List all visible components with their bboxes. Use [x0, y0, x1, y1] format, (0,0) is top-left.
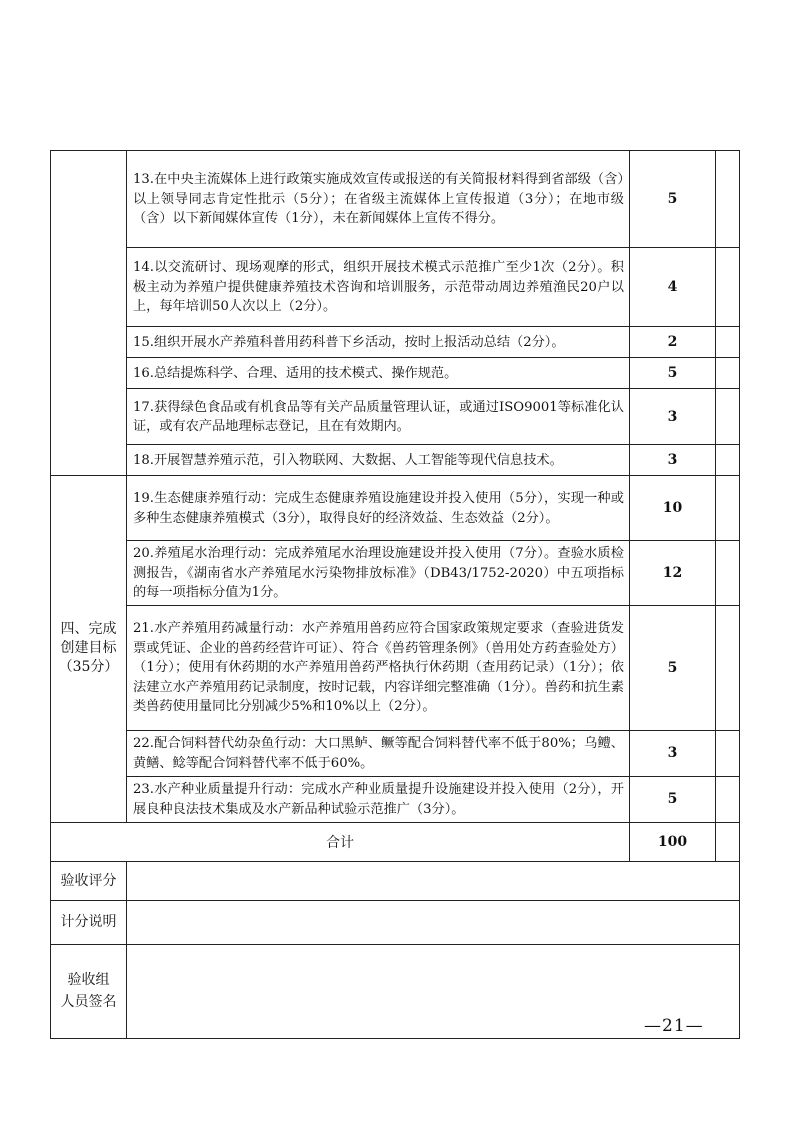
- page-number: —21—: [644, 1016, 704, 1036]
- result-cell-22: [716, 730, 740, 776]
- signature-row: [51, 944, 740, 1038]
- result-cell-19: [716, 476, 740, 541]
- item-19: 19.生态健康养殖行动：完成生态健康养殖设施建设并投入使用（5分），实现一种或多种生态健康养殖模式（3分），取得良好的经济效益、生态效益（2分）。: [127, 476, 630, 541]
- signature-label-cell: [51, 944, 127, 1038]
- scoring-note-row: [51, 900, 740, 944]
- total-row: [51, 822, 740, 861]
- category-label-group-4: [51, 476, 127, 823]
- item-18: 18.开展智慧养殖示范，引入物联网、大数据、人工智能等现代信息技术。: [127, 445, 630, 476]
- acceptance-score-row: [51, 861, 740, 900]
- result-cell-15: [716, 327, 740, 358]
- scoring-note-field[interactable]: [127, 900, 740, 944]
- scoring-note-label: 计分说明: [51, 900, 127, 944]
- score-23: 5: [630, 776, 716, 822]
- result-cell-16: [716, 358, 740, 389]
- evaluation-table: [50, 150, 740, 1039]
- category-label-text: 四、完成 创建目标 （35分）: [58, 621, 119, 676]
- total-label: 合计: [51, 822, 630, 861]
- item-20: 20.养殖尾水治理行动：完成养殖尾水治理设施建设并投入使用（7分）。查验水质检测报告，《湖南省水产养殖尾水污染物排放标准》（DB43/1752-2020）中五项指标的每一项指标分值为1分。: [127, 541, 630, 606]
- acceptance-score-label: 验收评分: [51, 861, 127, 900]
- table-row: [51, 541, 740, 606]
- item-23: 23.水产种业质量提升行动：完成水产种业质量提升设施建设并投入使用（2分），开展良种良法技术集成及水产新品种试验示范推广（3分）。: [127, 776, 630, 822]
- signature-label: 验收组 人员签名: [60, 972, 117, 1010]
- result-cell-20: [716, 541, 740, 606]
- category-cell-blank: [51, 151, 127, 476]
- score-15: 2: [630, 327, 716, 358]
- item-13: 13.在中央主流媒体上进行政策实施成效宣传或报送的有关简报材料得到省部级（含）以上领导同志肯定性批示（5分）；在省级主流媒体上宣传报道（3分）；在地市级（含）以下新闻媒体宣传（1分），未在新闻媒体上宣传不得分。: [127, 151, 630, 248]
- result-cell-14: [716, 248, 740, 327]
- acceptance-score-field[interactable]: [127, 861, 740, 900]
- item-16: 16.总结提炼科学、合理、适用的技术模式、操作规范。: [127, 358, 630, 389]
- table-row: [51, 358, 740, 389]
- table-row: [51, 776, 740, 822]
- score-21: 5: [630, 605, 716, 730]
- score-17: 3: [630, 389, 716, 445]
- table-row: [51, 248, 740, 327]
- result-cell-17: [716, 389, 740, 445]
- item-17: 17.获得绿色食品或有机食品等有关产品质量管理认证，或通过ISO9001等标准化认证，或有农产品地理标志登记，且在有效期内。: [127, 389, 630, 445]
- result-cell-18: [716, 445, 740, 476]
- score-18: 3: [630, 445, 716, 476]
- item-21: 21.水产养殖用药减量行动：水产养殖用兽药应符合国家政策规定要求（查验进货发票或凭证、企业的兽药经营许可证）、符合《兽药管理条例》（兽用处方药查验处方）（1分）；使用有休药期的水产养殖用兽药严格执行休药期（查用药记录）（1分）；依法建立水产养殖用药记录制度，按时记载，内容详细完整准确（1分）。兽药和抗生素类兽药使用量同比分别减少5%和10%以上（2分）。: [127, 605, 630, 730]
- result-cell-13: [716, 151, 740, 248]
- score-13: 5: [630, 151, 716, 248]
- result-cell-21: [716, 605, 740, 730]
- total-score: 100: [630, 822, 716, 861]
- table-row: [51, 476, 740, 541]
- score-22: 3: [630, 730, 716, 776]
- table-row: [51, 151, 740, 248]
- table-row: [51, 327, 740, 358]
- table-row: [51, 445, 740, 476]
- item-15: 15.组织开展水产养殖科普用药科普下乡活动，按时上报活动总结（2分）。: [127, 327, 630, 358]
- result-cell-23: [716, 776, 740, 822]
- score-16: 5: [630, 358, 716, 389]
- score-20: 12: [630, 541, 716, 606]
- score-14: 4: [630, 248, 716, 327]
- table-row: [51, 605, 740, 730]
- total-result-cell: [716, 822, 740, 861]
- score-19: 10: [630, 476, 716, 541]
- item-22: 22.配合饲料替代幼杂鱼行动：大口黑鲈、鳜等配合饲料替代率不低于80%；乌鳢、黄鳝、鲶等配合饲料替代率不低于60%。: [127, 730, 630, 776]
- item-14: 14.以交流研讨、现场观摩的形式，组织开展技术模式示范推广至少1次（2分）。积极主动为养殖户提供健康养殖技术咨询和培训服务，示范带动周边养殖渔民20户以上，每年培训50人次以上（2分）。: [127, 248, 630, 327]
- table-row: [51, 389, 740, 445]
- table-row: [51, 730, 740, 776]
